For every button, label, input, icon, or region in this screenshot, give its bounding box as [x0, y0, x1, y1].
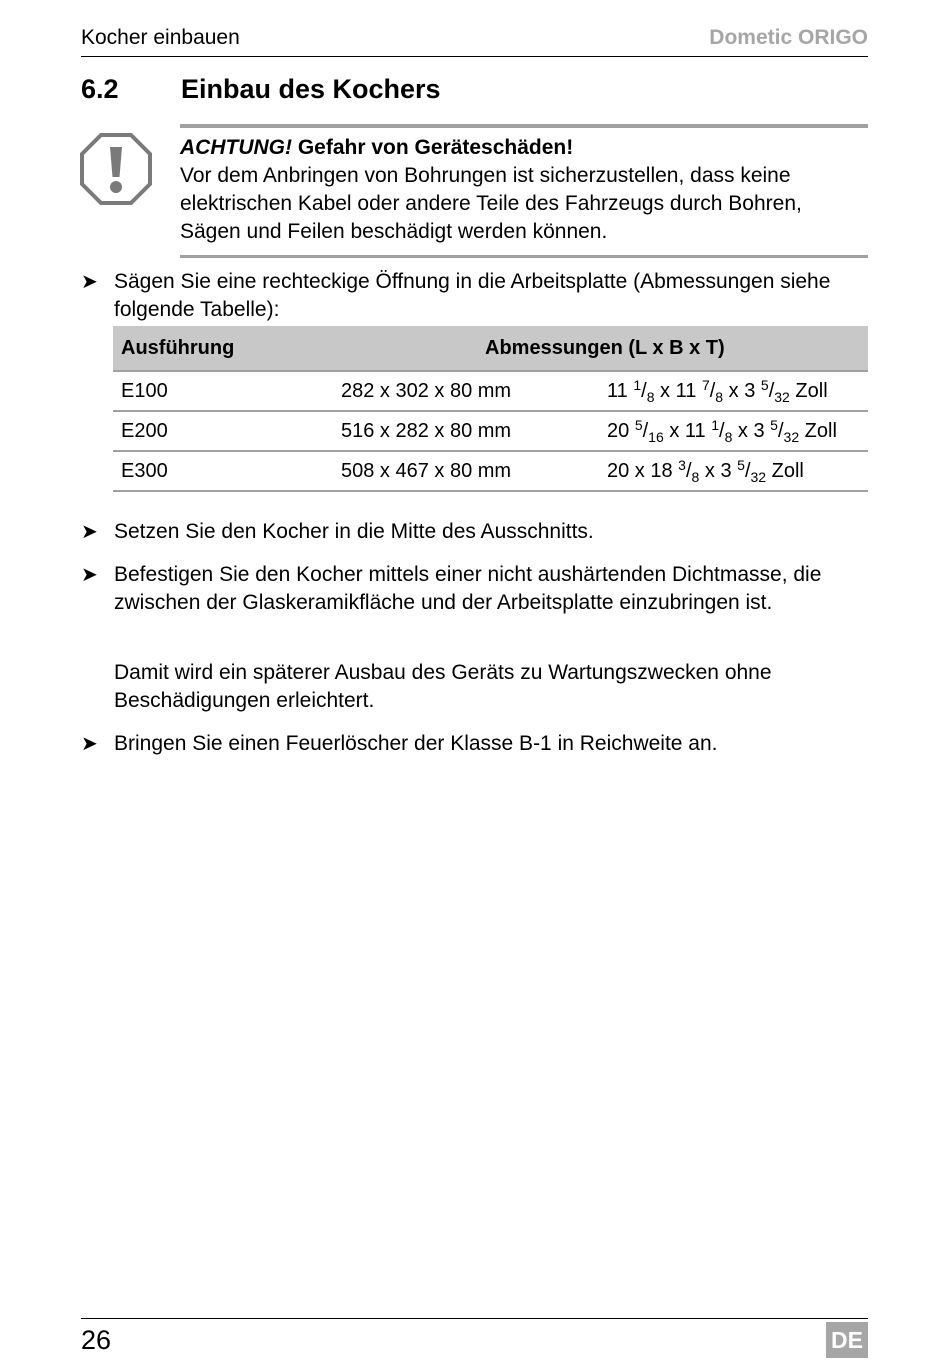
cell-mm: 508 x 467 x 80 mm: [333, 451, 599, 491]
section-title: Einbau des Kochers: [181, 74, 441, 104]
table-header-row: [113, 326, 868, 371]
step-extinguisher: [81, 730, 868, 758]
step-fix-note: [81, 659, 868, 715]
step-fix: [81, 561, 868, 617]
column-header-model: Ausführung: [113, 326, 333, 371]
dimensions-table: [113, 326, 868, 492]
step-text: Sägen Sie eine rechteckige Öffnung in die Arbeitsplatte (Abmessungen siehe folgende Tabelle):: [114, 270, 831, 321]
cell-inch: 11 $^1/_8$ x 11 $^7/_8$ x 3 $^5/_{32}$ Zoll: [599, 371, 868, 411]
cell-model: E300: [113, 451, 333, 491]
step-text: Bringen Sie einen Feuerlöscher der Klasse B-1 in Reichweite an.: [114, 732, 718, 755]
table-row: [113, 451, 868, 491]
cell-mm: 282 x 302 x 80 mm: [333, 371, 599, 411]
page-number: 26: [81, 1325, 112, 1355]
language-badge: DE: [826, 1322, 868, 1358]
step-cut: [81, 268, 868, 324]
step-note-text: Damit wird ein späterer Ausbau des Geräts zu Wartungszwecken ohne Beschädigungen erleichtert.: [114, 661, 772, 712]
cell-inch: 20 x 18 $^3/_8$ x 3 $^5/_{32}$ Zoll: [599, 451, 868, 491]
warning-title: Gefahr von Geräteschäden!: [297, 136, 574, 159]
cell-inch: 20 $^5/_{16}$ x 11 $^1/_8$ x 3 $^5/_{32}$ Zoll: [599, 411, 868, 451]
arrow-bullet-icon: ➤: [81, 521, 98, 543]
warning-heading: [180, 134, 868, 162]
step-text: Befestigen Sie den Kocher mittels einer nicht aushärtenden Dichtmasse, die zwischen der Glaskeramikfläche und der Arbeitsplatte einzubringen ist.: [114, 563, 822, 614]
arrow-bullet-icon: ➤: [81, 271, 98, 293]
step-place: [81, 518, 868, 546]
page-header: [81, 26, 868, 57]
arrow-bullet-icon: ➤: [81, 564, 98, 586]
table-row: [113, 411, 868, 451]
exclamation-octagon-icon: [80, 133, 152, 205]
cell-model: E100: [113, 371, 333, 411]
section-number: 6.2: [81, 74, 119, 104]
column-header-dimensions: Abmessungen (L x B x T): [333, 326, 868, 371]
table-row: [113, 371, 868, 411]
footer-divider: [81, 1318, 868, 1319]
warning-body: Vor dem Anbringen von Bohrungen ist sicherzustellen, dass keine elektrischen Kabel oder andere Teile des Fahrzeugs durch Bohren, Sägen und Feilen beschädigt werden können.: [180, 164, 802, 243]
cell-model: E200: [113, 411, 333, 451]
cell-mm: 516 x 282 x 80 mm: [333, 411, 599, 451]
step-text: Setzen Sie den Kocher in die Mitte des Ausschnitts.: [114, 520, 594, 543]
warning-box: [180, 124, 868, 258]
brand-name: Dometic ORIGO: [709, 26, 868, 49]
chapter-title: Kocher einbauen: [81, 26, 240, 49]
arrow-bullet-icon: ➤: [81, 733, 98, 755]
warning-label: ACHTUNG!: [180, 136, 292, 159]
